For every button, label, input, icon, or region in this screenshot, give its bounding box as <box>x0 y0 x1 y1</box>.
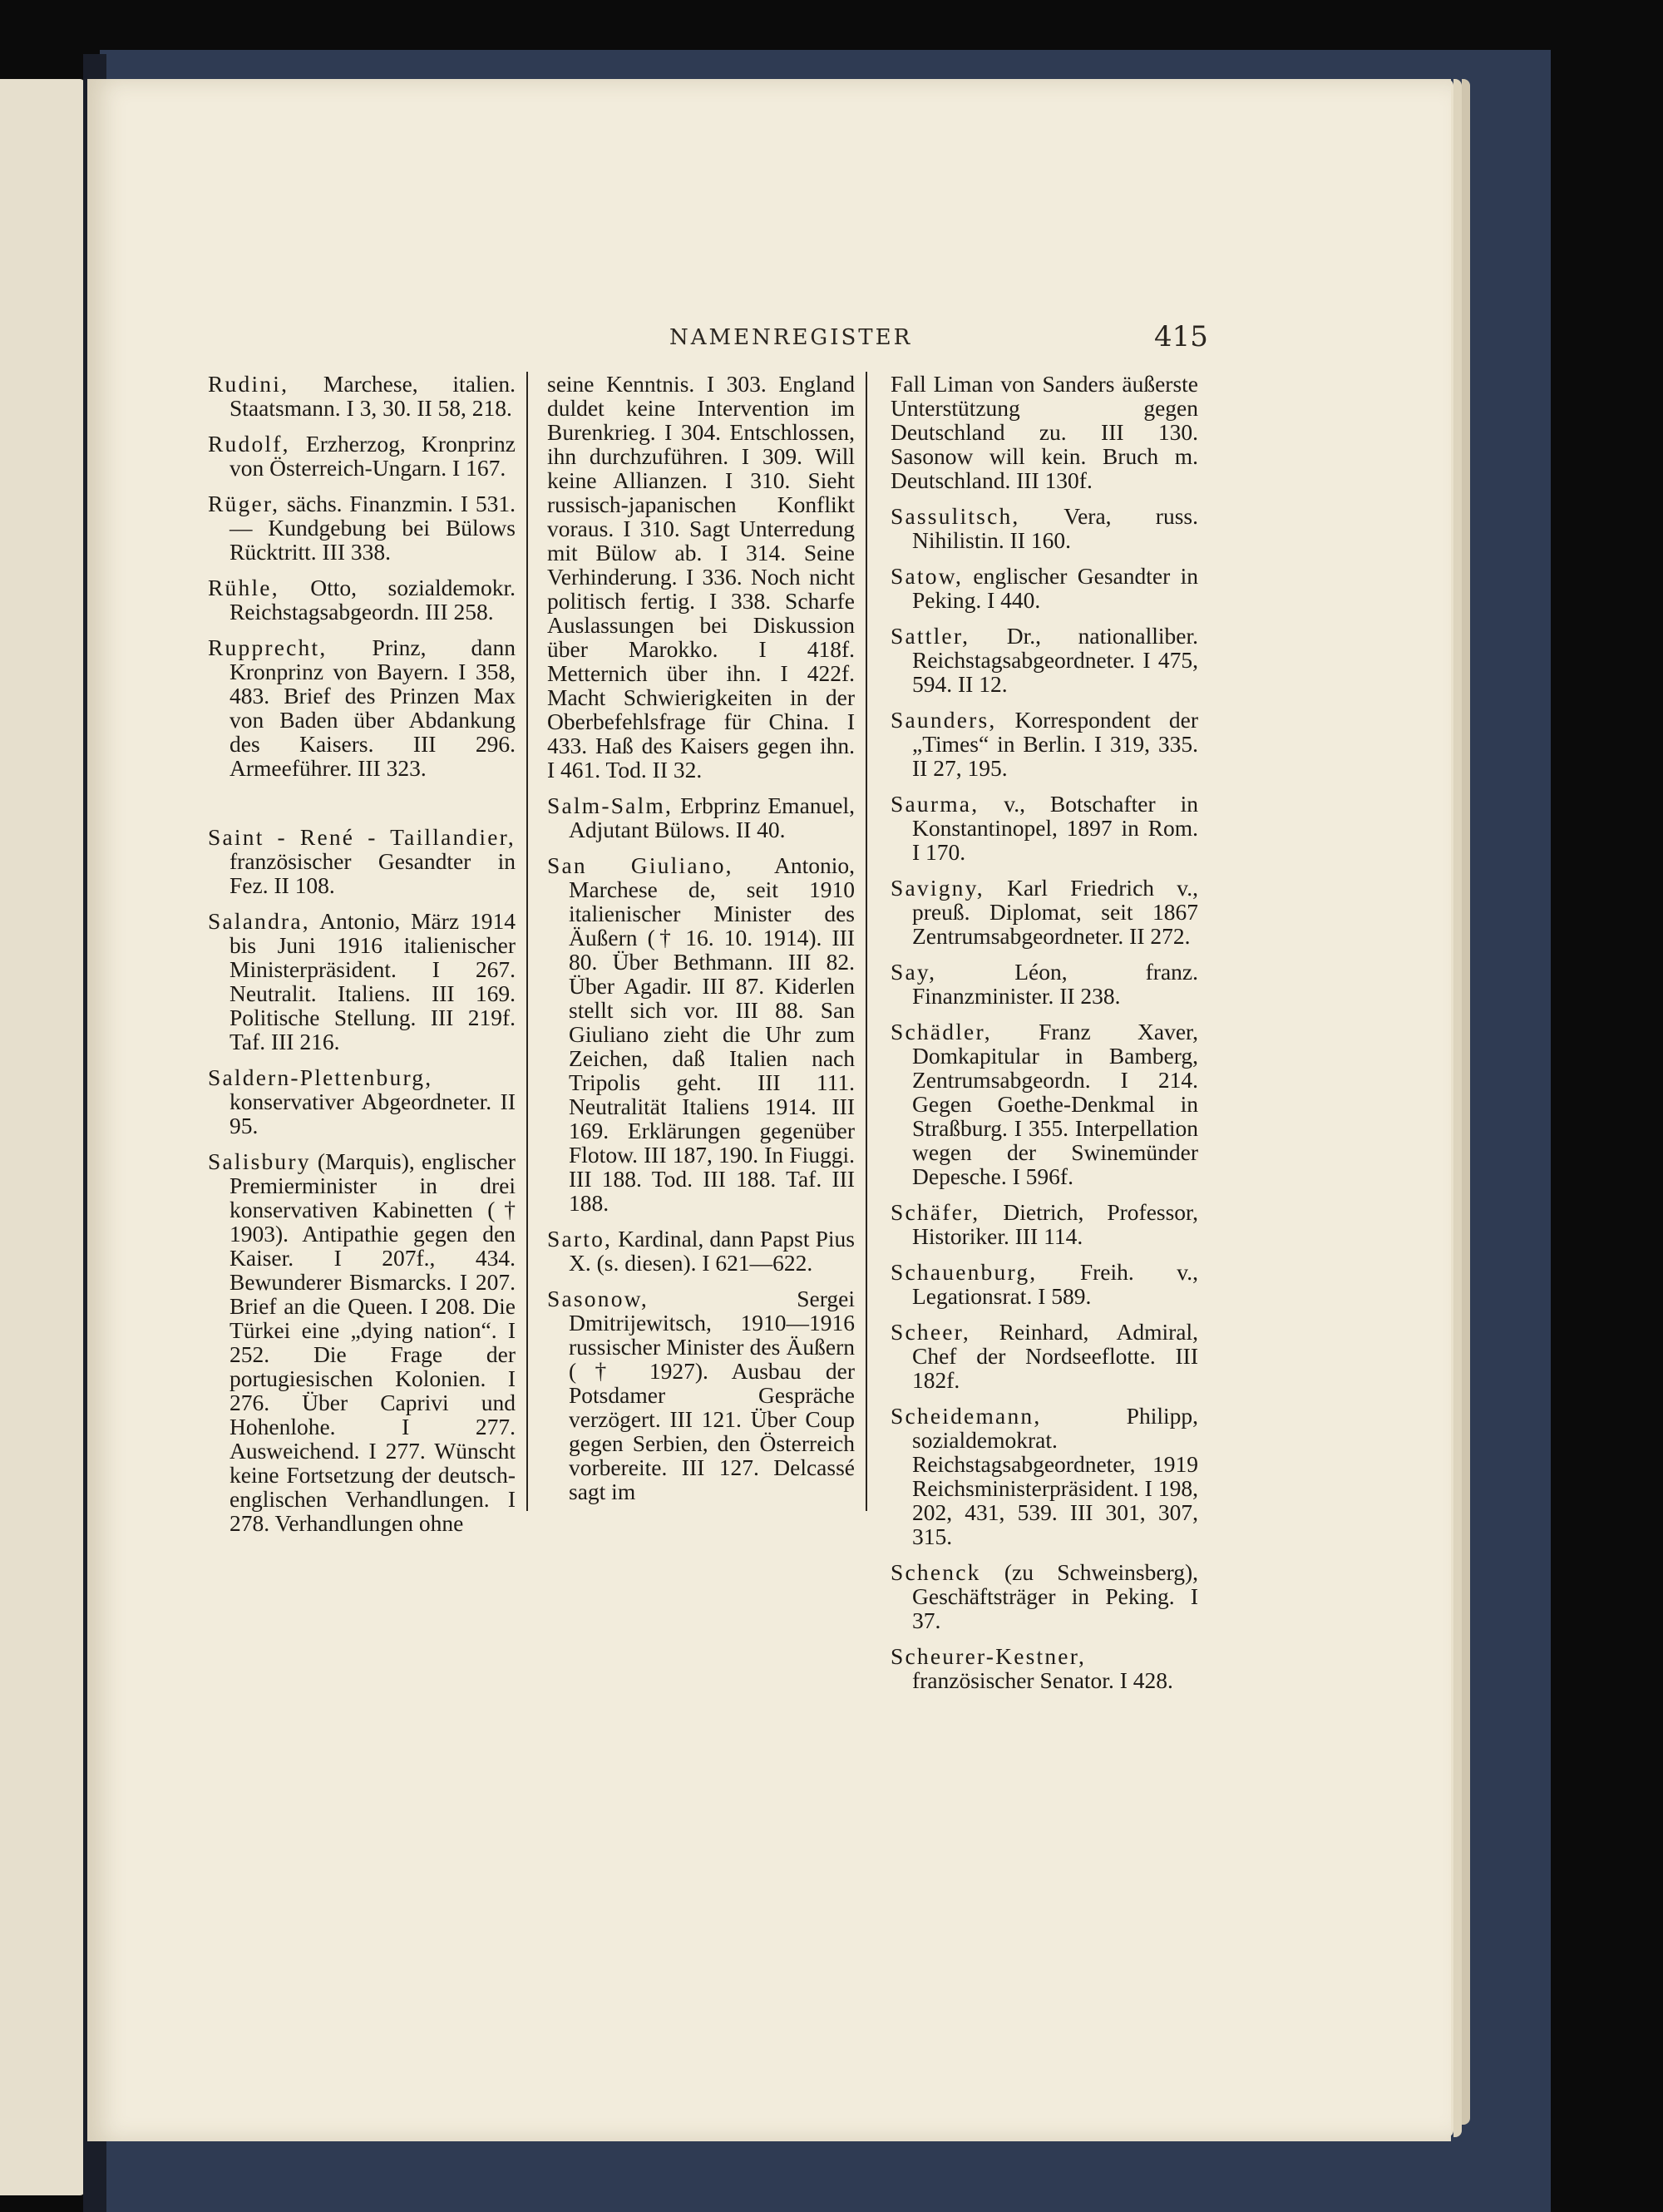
entry-text: Reinhard, Admiral, Chef der Nordseeflotte. III 182f. <box>912 1319 1198 1393</box>
index-entry <box>547 853 855 1215</box>
index-entry-continuation: Fall Liman von Sanders äußerste Unterstützung gegen Deutschland zu. III 130. Sasonow will kein. Bruch m. Deutschland. III 130f. <box>891 371 1198 493</box>
entry-text: Dr., nationalliber. Reichstagsabgeordneter. I 475, 594. II 12. <box>912 623 1198 697</box>
entry-name: Schauenburg, <box>891 1259 1038 1285</box>
index-entry <box>891 1320 1198 1392</box>
page-stack-edge <box>1453 79 1462 2137</box>
index-entry <box>208 575 516 624</box>
entry-name: Salandra, <box>208 908 310 934</box>
entry-text: Erzherzog, Kronprinz von Österreich-Ungarn. I 167. <box>229 431 516 481</box>
index-entry <box>891 1404 1198 1548</box>
index-entry <box>891 504 1198 552</box>
index-column-2 <box>547 372 855 1515</box>
entry-name: Sasonow, <box>547 1286 649 1311</box>
entry-name: Salisbury <box>208 1148 311 1174</box>
entry-name: Rudini, <box>208 371 289 397</box>
left-page-edge <box>0 79 85 2195</box>
entry-text: englischer Gesandter in Peking. I 440. <box>912 563 1198 613</box>
index-column-3 <box>891 372 1198 1704</box>
index-entry <box>891 792 1198 864</box>
index-entry <box>208 1149 516 1535</box>
entry-name: Saunders, <box>891 707 997 733</box>
entry-name: Say, <box>891 959 937 985</box>
entry-name: Sarto, <box>547 1226 613 1252</box>
entry-text: Antonio, März 1914 bis Juni 1916 italienischer Ministerpräsident. I 267. Neutralit. Italiens. III 169. Politische Stellung. III 219f. Taf. III 216. <box>229 908 516 1054</box>
entry-text: Dietrich, Professor, Historiker. III 114. <box>912 1199 1198 1249</box>
entry-text: Sergei Dmitrijewitsch, 1910—1916 russischer Minister des Äußern († 1927). Ausbau der Potsdamer Gespräche verzögert. III 121. Über Coup gegen Serbien, den Österreich vorbereite. III 127. Delcassé sagt im <box>569 1286 855 1504</box>
index-entry <box>891 1644 1198 1692</box>
index-entry <box>208 1065 516 1138</box>
entry-text: Kardinal, dann Papst Pius X. (s. diesen). I 621—622. <box>569 1226 855 1276</box>
page-header <box>87 320 1451 358</box>
page-number: 415 <box>1154 320 1208 353</box>
entry-text: (Marquis), englischer Premierminister in drei konservativen Kabinetten († 1903). Antipathie gegen den Kaiser. I 207f., 434. Bewunderer Bismarcks. I 207. Brief an die Queen. I 208. Die Türkei eine „dying nation“. I 252. Die Frage der portugiesischen Kolonien. I 276. Über Caprivi und Hohenlohe. I 277. Ausweichend. I 277. Wünscht keine Fortsetzung der deutsch-englischen Verhandlungen. I 278. Verhandlungen ohne <box>229 1148 516 1536</box>
index-entry <box>208 432 516 480</box>
entry-name: Savigny, <box>891 875 984 901</box>
entry-text: Antonio, Marchese de, seit 1910 italienischer Minister des Äußern († 16. 10. 1914). III 80. Über Bethmann. III 82. Über Agadir. III 87. Kiderlen stellt sich vor. III 88. San Giuliano zieht die Uhr zum Zeichen, daß Italien nach Tripolis geht. III 111. Neutralität Italiens 1914. III 169. Erklärungen gegenüber Flotow. III 187, 190. In Fiuggi. III 188. Tod. III 188. Taf. III 188. <box>569 852 855 1216</box>
entry-name: Sassulitsch, <box>891 503 1020 529</box>
index-entry <box>547 1227 855 1275</box>
letter-section-gap <box>208 792 516 825</box>
entry-text: französischer Senator. I 428. <box>912 1667 1173 1693</box>
entry-name: Satow, <box>891 563 964 589</box>
page-stack-edge <box>1462 79 1470 2125</box>
index-entry <box>891 708 1198 780</box>
entry-name: Rühle, <box>208 575 279 600</box>
index-entry-continuation: seine Kenntnis. I 303. England duldet keine Intervention im Burenkrieg. I 304. Entschlossen, ihn durchzuführen. I 309. Will keine Allianzen. I 310. Sieht russisch-japanischen Konflikt voraus. I 310. Sagt Unterredung mit Bülow ab. I 314. Seine Verhinderung. I 336. Noch nicht politisch fertig. I 338. Scharfe Auslassungen bei Diskussion über Marokko. I 418f. Metternich über ihn. I 422f. Macht Schwierigkeiten in der Oberbefehlsfrage für China. I 433. Haß des Kaisers gegen ihn. I 461. Tod. II 32. <box>547 371 855 783</box>
entry-name: Saldern-Plettenburg, <box>208 1064 433 1090</box>
index-entry <box>891 876 1198 948</box>
entry-name: Scheidemann, <box>891 1403 1042 1429</box>
index-entry <box>891 624 1198 696</box>
entry-text: v., Botschafter in Konstantinopel, 1897 in Rom. I 170. <box>912 791 1198 865</box>
entry-name: Salm-Salm, <box>547 792 674 818</box>
entry-name: Saint - René - Taillandier, <box>208 824 516 850</box>
entry-text: konservativer Abgeordneter. II 95. <box>229 1089 516 1138</box>
entry-text: Franz Xaver, Domkapitular in Bamberg, Zentrumsabgeordn. I 214. Gegen Goethe-Denkmal in Straßburg. I 355. Interpellation wegen der Swinemünder Depesche. I 596f. <box>912 1019 1198 1189</box>
entry-name: Rudolf, <box>208 431 290 457</box>
entry-text: Korrespondent der „Times“ in Berlin. I 319, 335. II 27, 195. <box>912 707 1199 781</box>
entry-name: Saurma, <box>891 791 980 817</box>
index-entry <box>208 491 516 564</box>
entry-name: Schädler, <box>891 1019 992 1044</box>
index-entry <box>891 1200 1198 1248</box>
index-entry <box>891 1020 1198 1188</box>
index-column-1 <box>208 372 516 1547</box>
book-page <box>87 79 1451 2141</box>
entry-text: Vera, russ. Nihilistin. II 160. <box>912 503 1198 553</box>
column-divider <box>526 372 528 1511</box>
entry-text: Freih. v., Legationsrat. I 589. <box>912 1259 1198 1309</box>
entry-name: Rüger, <box>208 491 280 516</box>
index-entry <box>891 960 1198 1008</box>
entry-text: Léon, franz. Finanzminister. II 238. <box>912 959 1198 1009</box>
index-entry <box>891 564 1198 612</box>
entry-name: Rupprecht, <box>208 634 328 660</box>
entry-text: Karl Friedrich v., preuß. Diplomat, seit 1867 Zentrumsabgeordneter. II 272. <box>912 875 1198 949</box>
index-entry <box>547 793 855 842</box>
entry-name: San Giuliano, <box>547 852 733 878</box>
entry-text: Otto, sozialdemokr. Reichstagsabgeordn. III 258. <box>229 575 516 625</box>
index-entry <box>208 635 516 780</box>
index-entry <box>891 1260 1198 1308</box>
entry-name: Schenck <box>891 1559 981 1585</box>
entry-text: Philipp, sozialdemokrat. Reichstagsabgeordneter, 1919 Reichsministerpräsident. I 198, 202, 431, 539. III 301, 307, 315. <box>912 1403 1198 1549</box>
entry-name: Scheer, <box>891 1319 970 1345</box>
entry-name: Schäfer, <box>891 1199 980 1225</box>
index-entry <box>891 1560 1198 1632</box>
index-entry <box>208 372 516 420</box>
running-head: NAMENREGISTER <box>669 325 913 350</box>
column-divider <box>866 372 867 1511</box>
entry-name: Sattler, <box>891 623 970 649</box>
entry-text: Prinz, dann Kronprinz von Bayern. I 358, 483. Brief des Prinzen Max von Baden über Abdankung des Kaisers. III 296. Armeeführer. III 323. <box>229 634 516 781</box>
entry-text: (zu Schweinsberg), Geschäftsträger in Peking. I 37. <box>912 1559 1199 1633</box>
entry-text: Marchese, italien. Staatsmann. I 3, 30. II 58, 218. <box>229 371 516 421</box>
index-entry <box>208 825 516 897</box>
entry-text: Erbprinz Emanuel, Adjutant Bülows. II 40. <box>569 792 855 842</box>
index-entry <box>208 909 516 1054</box>
entry-text: französischer Gesandter in Fez. II 108. <box>229 848 516 898</box>
entry-name: Scheurer-Kestner, <box>891 1643 1087 1669</box>
entry-text: sächs. Finanzmin. I 531. — Kundgebung bei Bülows Rücktritt. III 338. <box>229 491 516 565</box>
index-entry <box>547 1286 855 1503</box>
